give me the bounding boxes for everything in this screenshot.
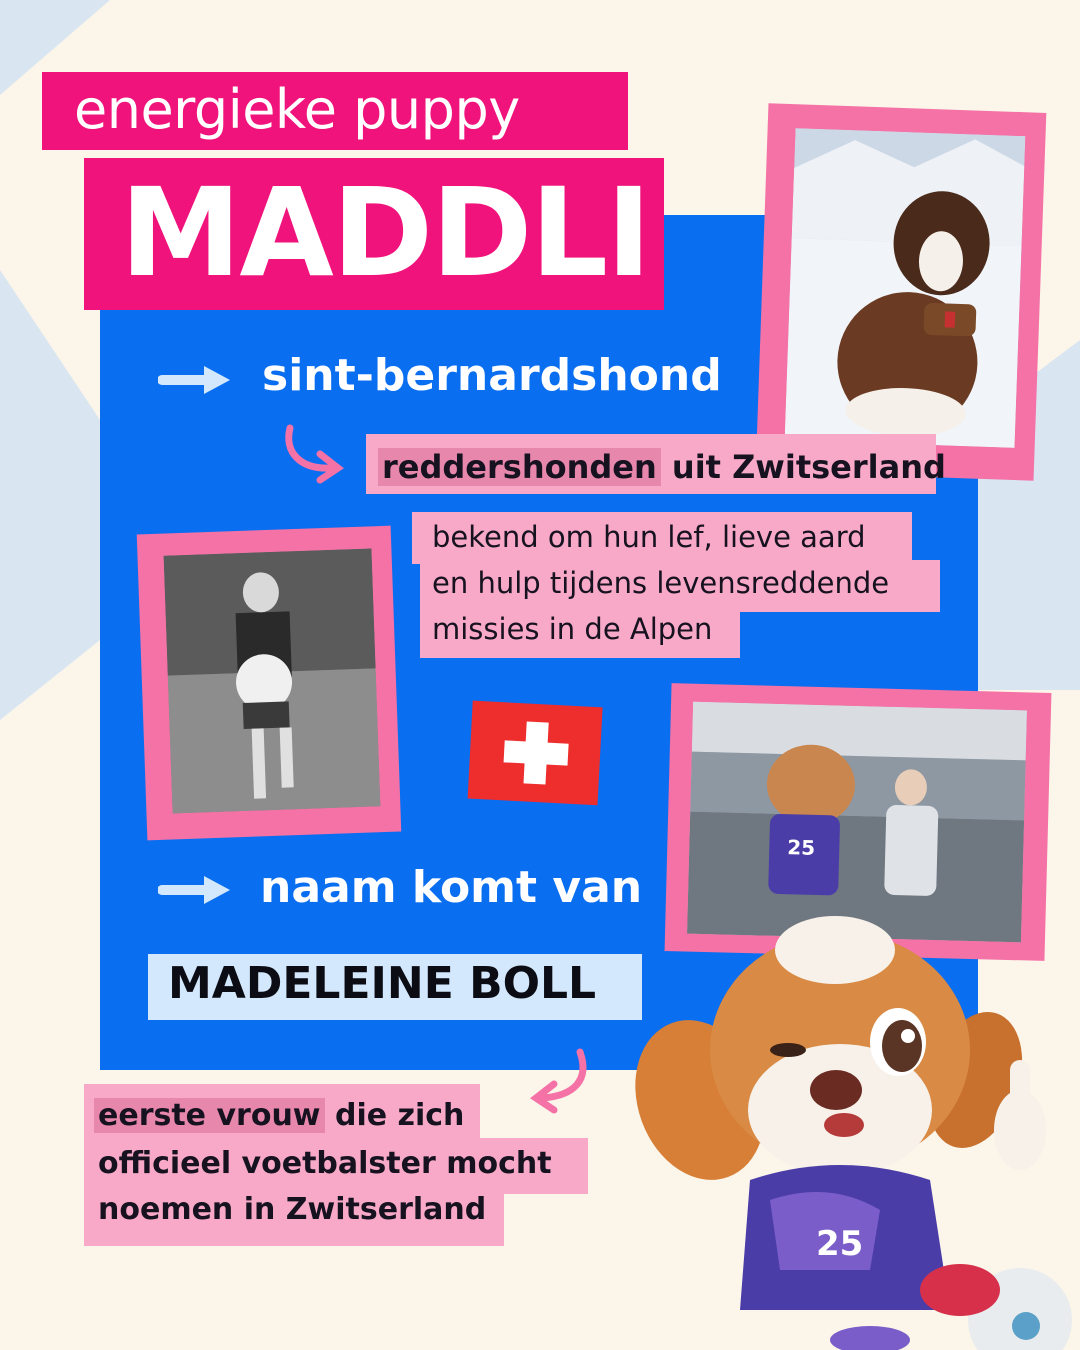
tagline-text: energieke puppy [74,78,520,141]
person-name-box [148,954,642,1020]
mascot-name: MADDLI [120,162,650,304]
mascot-photo [687,702,1027,943]
swiss-flag-icon [463,696,609,813]
breed-description-line1: bekend om hun lef, lieve aard [432,520,866,554]
person-description-line3: noemen in Zwitserland [98,1192,487,1227]
person-description-line2: officieel voetbalster mocht [98,1146,552,1181]
name-origin-heading: naam komt van [260,862,643,913]
first-woman-highlight: eerste vrouw [94,1098,325,1133]
right-arrow-icon [158,360,238,400]
curved-arrow-icon [280,422,360,486]
mascot-illustration [630,910,1080,1350]
svg-text:25: 25 [787,835,816,860]
breed-heading: sint-bernardshond [262,350,722,401]
tagline-tag [42,72,628,150]
person-description-line1 [94,1098,464,1133]
right-arrow-icon-2 [158,870,238,910]
breed-description-line3: missies in de Alpen [432,612,713,646]
person-name: MADELEINE BOLL [168,958,597,1009]
rescue-dogs-rest: uit Zwitserland [671,448,946,486]
st-bernard-photo [785,128,1026,448]
mascot-shirt-number: 25 [816,1224,864,1264]
rescue-dogs-text [378,448,946,486]
rescue-dogs-highlight: reddershonden [378,448,661,486]
curved-arrow-icon-2 [520,1046,600,1116]
breed-description-line2: en hulp tijdens levensreddende [432,566,890,600]
footballer-photo [164,548,381,813]
person-description-line1-rest: die zich [334,1098,465,1133]
name-tag [84,158,664,310]
